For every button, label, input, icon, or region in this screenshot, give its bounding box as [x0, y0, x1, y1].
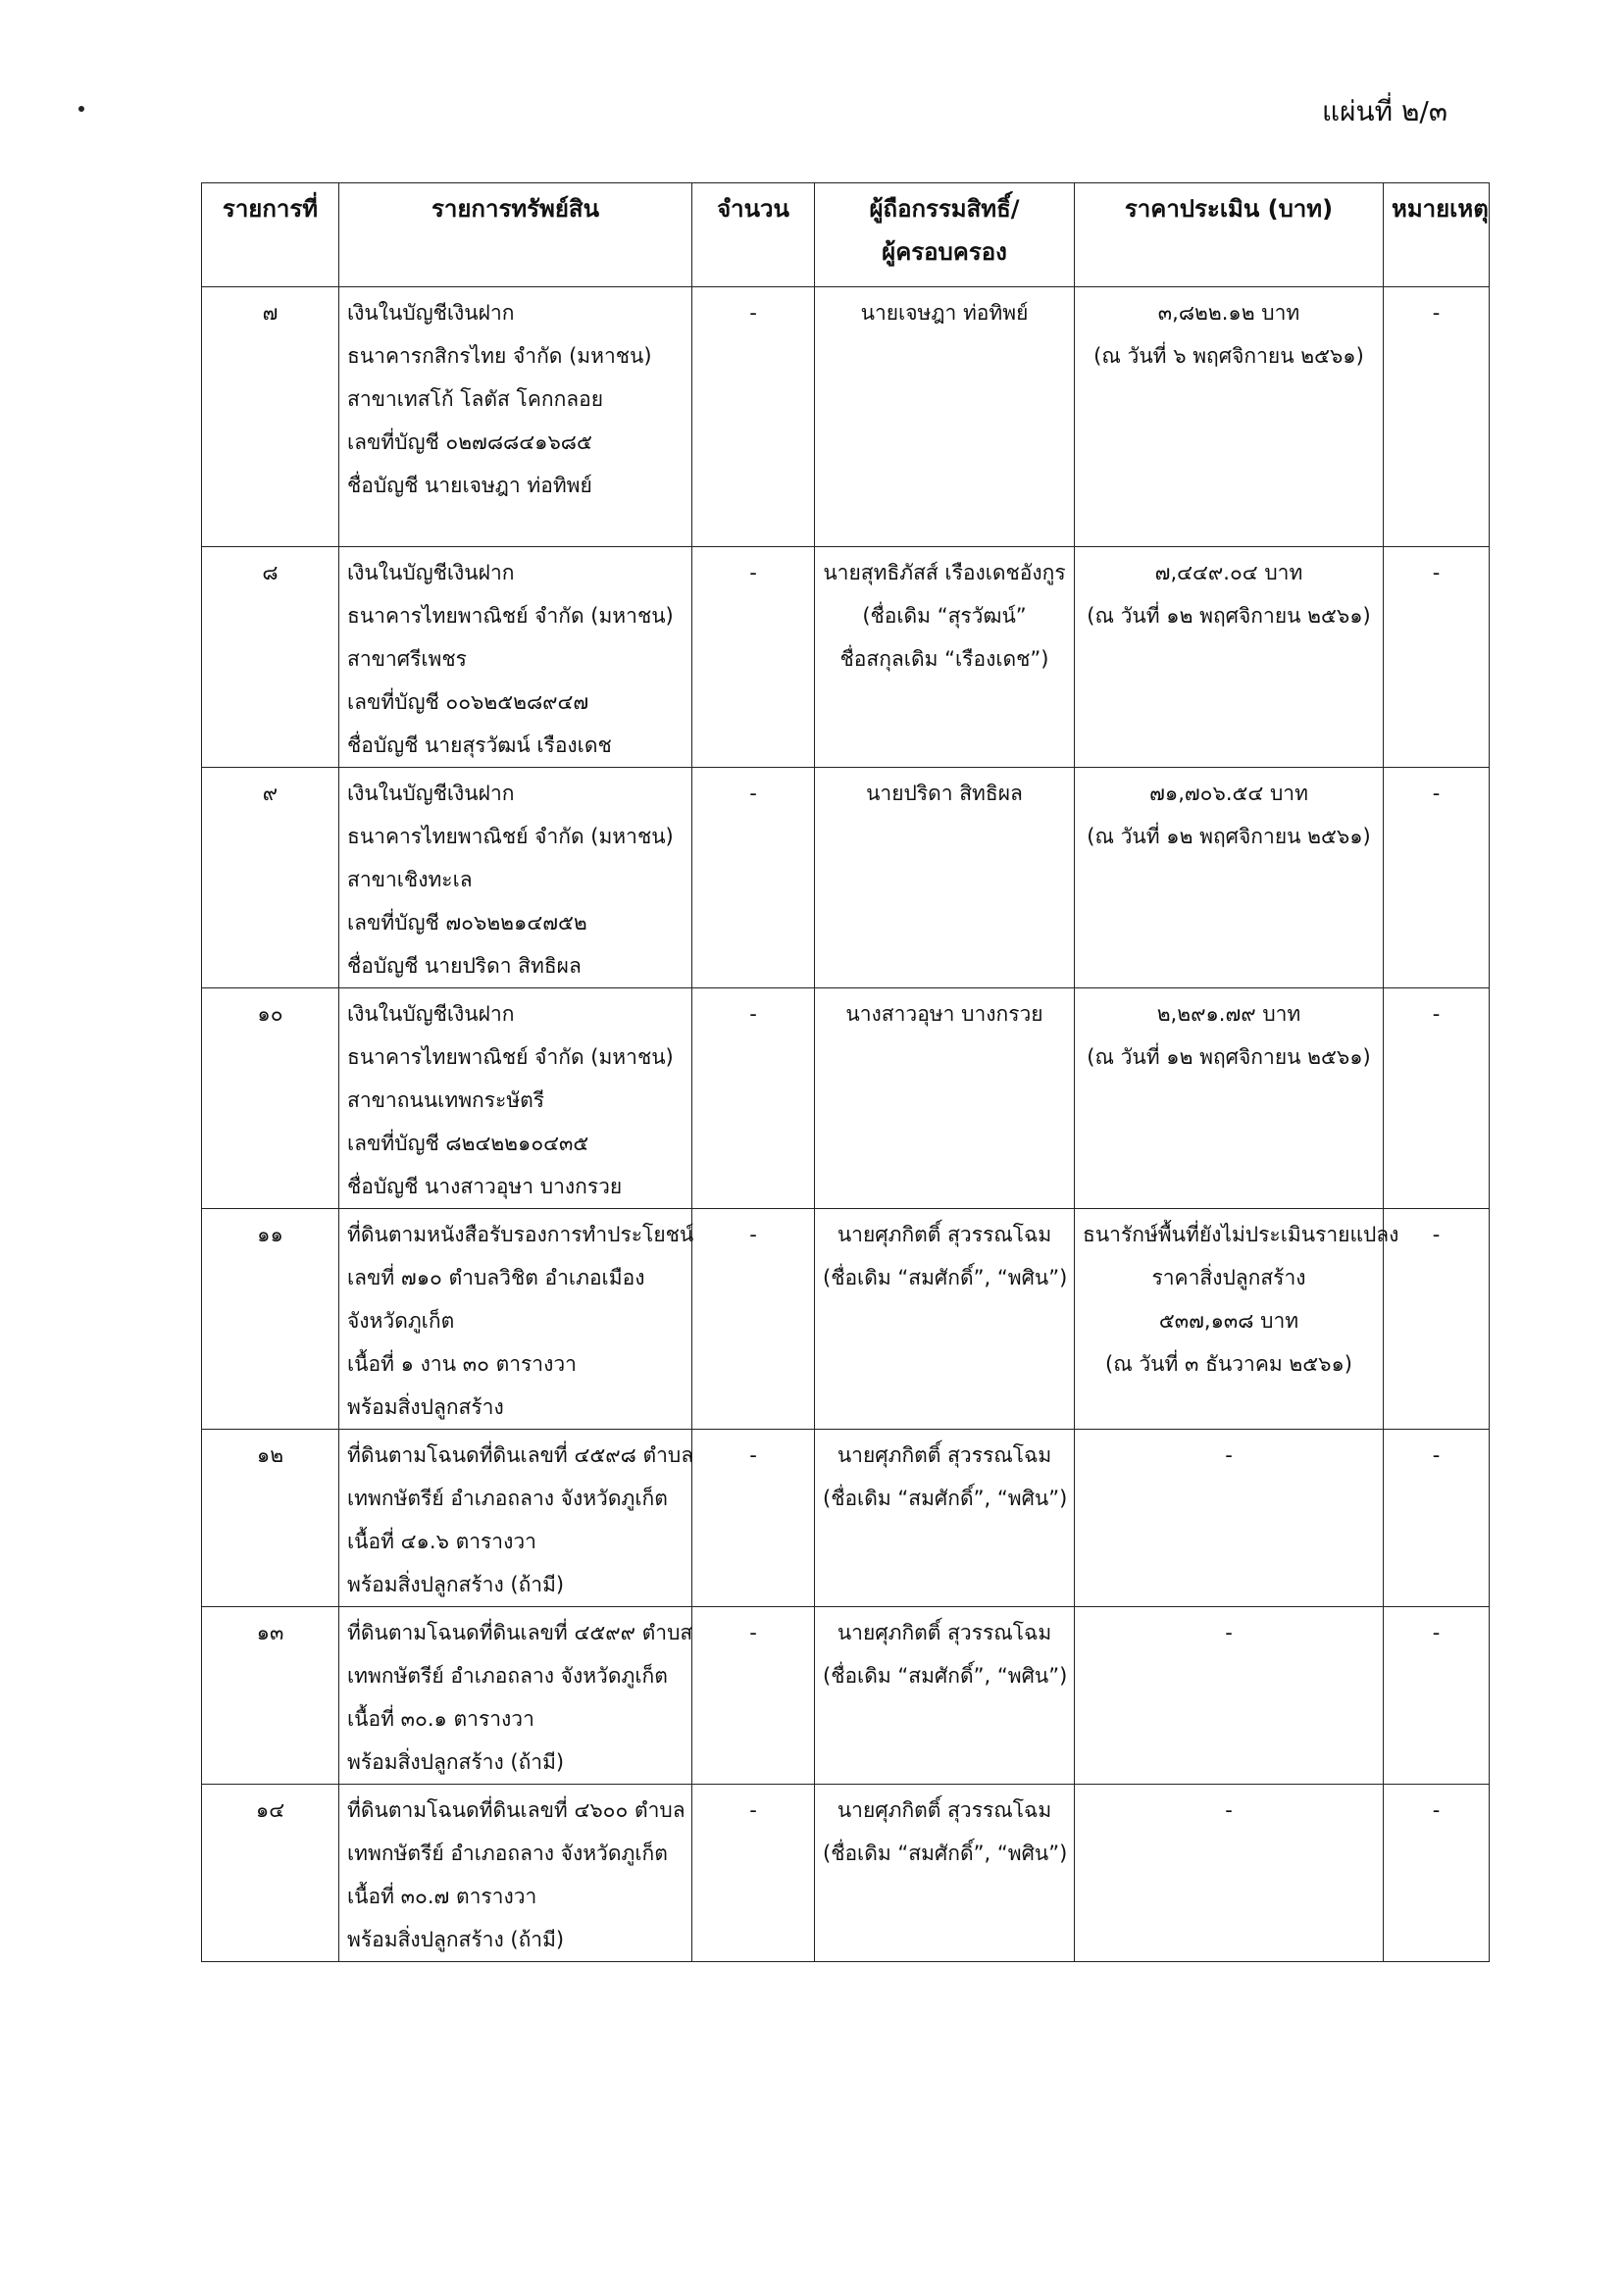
description-cell-line: ธนาคารไทยพาณิชย์ จำกัด (มหาชน): [347, 604, 674, 628]
value-cell-line: ๗๑,๗๐๖.๕๔ บาท: [1149, 782, 1308, 805]
header-owner: [815, 183, 1075, 287]
quantity-cell: -: [692, 1209, 815, 1430]
quantity-cell: -: [692, 547, 815, 768]
table-row: [202, 768, 1490, 988]
value-cell-line: (ณ วันที่ ๓ ธันวาคม ๒๕๖๑): [1105, 1352, 1352, 1376]
quantity-cell: -: [692, 988, 815, 1209]
description-cell: [339, 988, 692, 1209]
value-cell-line: -: [1225, 1443, 1233, 1467]
value-cell: [1075, 1785, 1384, 1962]
owner-cell-line: นายเจษฎา ท่อทิพย์: [860, 301, 1029, 325]
owner-cell: [815, 1209, 1075, 1430]
description-cell-line: เทพกษัตรีย์ อำเภอถลาง จังหวัดภูเก็ต: [347, 1664, 668, 1688]
owner-cell-line: นายศุภกิตติ์ สุวรรณโฉม: [837, 1798, 1052, 1822]
description-cell-line: ชื่อบัญชี นายสุรวัฒน์ เรืองเดช: [347, 733, 612, 757]
description-cell-line: ธนาคารไทยพาณิชย์ จำกัด (มหาชน): [347, 825, 674, 848]
description-cell: [339, 1209, 692, 1430]
owner-cell-line: นายศุภกิตติ์ สุวรรณโฉม: [837, 1443, 1052, 1467]
description-cell-line: เงินในบัญชีเงินฝาก: [347, 301, 515, 325]
value-cell-line: ๒,๒๙๑.๗๙ บาท: [1156, 1002, 1301, 1026]
description-cell-line: พร้อมสิ่งปลูกสร้าง (ถ้ามี): [347, 1573, 565, 1596]
quantity-cell: -: [692, 1430, 815, 1607]
description-cell-line: พร้อมสิ่งปลูกสร้าง (ถ้ามี): [347, 1750, 565, 1774]
value-cell: [1075, 547, 1384, 768]
description-cell-line: เลขที่บัญชี ๐๐๖๒๕๒๘๙๔๗: [347, 690, 589, 714]
item-no-cell: ๗: [202, 287, 339, 547]
description-cell-line: ธนาคารไทยพาณิชย์ จำกัด (มหาชน): [347, 1045, 674, 1069]
description-cell-line: เลขที่บัญชี ๘๒๔๒๒๑๐๔๓๕: [347, 1132, 589, 1155]
header-owner-line: ผู้ครอบครอง: [882, 238, 1007, 266]
item-no-cell: ๙: [202, 768, 339, 988]
description-cell-line: ที่ดินตามโฉนดที่ดินเลขที่ ๔๕๙๘ ตำบล: [347, 1443, 694, 1467]
description-cell-line: สาขาถนนเทพกระษัตรี: [347, 1088, 545, 1112]
item-no-cell: ๑๑: [202, 1209, 339, 1430]
description-cell-line: พร้อมสิ่งปลูกสร้าง (ถ้ามี): [347, 1928, 565, 1951]
remark-cell: -: [1384, 1785, 1490, 1962]
page-label: แผ่นที่ ๒/๓: [1322, 95, 1447, 127]
description-cell: [339, 1607, 692, 1785]
header-item-no: รายการที่: [202, 183, 339, 287]
description-cell-line: สาขาเชิงทะเล: [347, 868, 473, 891]
description-cell-line: ธนาคารกสิกรไทย จำกัด (มหาชน): [347, 344, 652, 368]
value-cell-line: -: [1225, 1798, 1233, 1822]
value-cell-line: -: [1225, 1621, 1233, 1644]
description-cell-line: ชื่อบัญชี นายเจษฎา ท่อทิพย์: [347, 474, 592, 497]
quantity-cell: -: [692, 768, 815, 988]
quantity-cell: -: [692, 1785, 815, 1962]
remark-cell: -: [1384, 287, 1490, 547]
header-value: ราคาประเมิน (บาท): [1075, 183, 1384, 287]
owner-cell-line: (ชื่อเดิม “สุรวัฒน์”: [862, 604, 1027, 628]
owner-cell: [815, 1785, 1075, 1962]
value-cell-line: (ณ วันที่ ๑๒ พฤศจิกายน ๒๕๖๑): [1087, 1045, 1371, 1069]
description-cell-line: ที่ดินตามโฉนดที่ดินเลขที่ ๔๖๐๐ ตำบล: [347, 1798, 685, 1822]
item-no-cell: ๑๓: [202, 1607, 339, 1785]
header-owner-line: ผู้ถือกรรมสิทธิ์/: [869, 195, 1020, 223]
owner-cell-line: นายปริดา สิทธิผล: [866, 782, 1023, 805]
description-cell-line: เลขที่บัญชี ๐๒๗๘๘๔๑๖๘๕: [347, 430, 592, 454]
description-cell-line: เลขที่บัญชี ๗๐๖๒๒๑๔๗๕๒: [347, 911, 587, 934]
description-cell: [339, 547, 692, 768]
description-cell: [339, 1785, 692, 1962]
owner-cell: [815, 1430, 1075, 1607]
value-cell-line: ๗,๔๔๙.๐๔ บาท: [1154, 561, 1303, 584]
value-cell: [1075, 1209, 1399, 1430]
description-cell-line: เงินในบัญชีเงินฝาก: [347, 782, 515, 805]
description-cell-line: เงินในบัญชีเงินฝาก: [347, 561, 515, 584]
value-cell-line: (ณ วันที่ ๑๒ พฤศจิกายน ๒๕๖๑): [1087, 604, 1371, 628]
value-cell: [1075, 1430, 1384, 1607]
value-cell-line: ๓,๘๒๒.๑๒ บาท: [1157, 301, 1300, 325]
remark-cell: -: [1384, 768, 1490, 988]
owner-cell: [815, 1607, 1075, 1785]
owner-cell-line: นายสุทธิภัสส์ เรืองเดชอังกูร: [823, 561, 1066, 584]
owner-cell: [815, 768, 1075, 988]
header-remark: หมายเหตุ: [1384, 183, 1490, 287]
table-row: [202, 1785, 1490, 1962]
value-cell-line: (ณ วันที่ ๖ พฤศจิกายน ๒๕๖๑): [1093, 344, 1364, 368]
table-row: [202, 287, 1490, 547]
owner-cell: [815, 988, 1075, 1209]
value-cell: [1075, 768, 1384, 988]
owner-cell-line: นางสาวอุษา บางกรวย: [845, 1002, 1043, 1026]
remark-cell: -: [1384, 1430, 1490, 1607]
remark-cell: -: [1384, 1607, 1490, 1785]
description-cell-line: สาขาศรีเพชร: [347, 647, 467, 671]
scan-speck: [78, 106, 84, 112]
item-no-cell: ๑๐: [202, 988, 339, 1209]
description-cell-line: พร้อมสิ่งปลูกสร้าง: [347, 1395, 504, 1419]
owner-cell-line: (ชื่อเดิม “สมศักดิ์”, “พศิน”): [823, 1664, 1068, 1688]
table-row: [202, 1607, 1490, 1785]
description-cell: [339, 1430, 692, 1607]
description-cell-line: เทพกษัตรีย์ อำเภอถลาง จังหวัดภูเก็ต: [347, 1842, 668, 1865]
table-row: [202, 988, 1490, 1209]
table-row: [202, 1430, 1490, 1607]
header-quantity: จำนวน: [692, 183, 815, 287]
owner-cell-line: (ชื่อเดิม “สมศักดิ์”, “พศิน”): [823, 1266, 1068, 1289]
header-row: [202, 183, 1490, 287]
description-cell-line: สาขาเทสโก้ โลตัส โคกกลอย: [347, 387, 604, 411]
description-cell-line: เนื้อที่ ๑ งาน ๓๐ ตารางวา: [347, 1352, 577, 1376]
description-cell-line: เนื้อที่ ๓๐.๗ ตารางวา: [347, 1885, 537, 1908]
owner-cell-line: (ชื่อเดิม “สมศักดิ์”, “พศิน”): [823, 1487, 1068, 1510]
value-cell-line: (ณ วันที่ ๑๒ พฤศจิกายน ๒๕๖๑): [1087, 825, 1371, 848]
value-cell-line: ๕๓๗,๑๓๘ บาท: [1158, 1309, 1299, 1333]
description-cell-line: ที่ดินตามโฉนดที่ดินเลขที่ ๔๕๙๙ ตำบส: [347, 1621, 693, 1644]
header-description: รายการทรัพย์สิน: [339, 183, 692, 287]
quantity-cell: -: [692, 287, 815, 547]
value-cell: [1075, 988, 1384, 1209]
quantity-cell: -: [692, 1607, 815, 1785]
item-no-cell: ๑๒: [202, 1430, 339, 1607]
description-cell-line: เนื้อที่ ๓๐.๑ ตารางวา: [347, 1707, 534, 1731]
table-row: [202, 547, 1490, 768]
remark-cell: -: [1384, 547, 1490, 768]
value-cell-line: ธนารักษ์พื้นที่ยังไม่ประเมินรายแปลง: [1083, 1223, 1399, 1246]
owner-cell: [815, 547, 1075, 768]
description-cell-line: เงินในบัญชีเงินฝาก: [347, 1002, 515, 1026]
value-cell-line: ราคาสิ่งปลูกสร้าง: [1151, 1266, 1306, 1289]
description-cell-line: จังหวัดภูเก็ต: [347, 1309, 455, 1333]
description-cell-line: ชื่อบัญชี นายปริดา สิทธิผล: [347, 954, 582, 978]
value-cell: [1075, 287, 1384, 547]
description-cell: [339, 287, 692, 547]
owner-cell-line: นายศุภกิตติ์ สุวรรณโฉม: [837, 1621, 1052, 1644]
value-cell: [1075, 1607, 1384, 1785]
remark-cell: -: [1384, 988, 1490, 1209]
owner-cell-line: นายศุภกิตติ์ สุวรรณโฉม: [837, 1223, 1052, 1246]
item-no-cell: ๘: [202, 547, 339, 768]
item-no-cell: ๑๔: [202, 1785, 339, 1962]
description-cell-line: ที่ดินตามหนังสือรับรองการทำประโยชน์: [347, 1223, 694, 1246]
owner-cell-line: ชื่อสกุลเดิม “เรืองเดช”): [839, 647, 1049, 671]
description-cell-line: ชื่อบัญชี นางสาวอุษา บางกรวย: [347, 1175, 623, 1198]
description-cell-line: เนื้อที่ ๔๑.๖ ตารางวา: [347, 1530, 536, 1553]
description-cell-line: เทพกษัตรีย์ อำเภอถลาง จังหวัดภูเก็ต: [347, 1487, 668, 1510]
asset-table: [201, 182, 1490, 1962]
remark-cell: -: [1384, 1209, 1490, 1430]
description-cell: [339, 768, 692, 988]
description-cell-line: เลขที่ ๗๑๐ ตำบลวิชิต อำเภอเมือง: [347, 1266, 645, 1289]
owner-cell-line: (ชื่อเดิม “สมศักดิ์”, “พศิน”): [823, 1842, 1068, 1865]
table-row: [202, 1209, 1490, 1430]
owner-cell: [815, 287, 1075, 547]
